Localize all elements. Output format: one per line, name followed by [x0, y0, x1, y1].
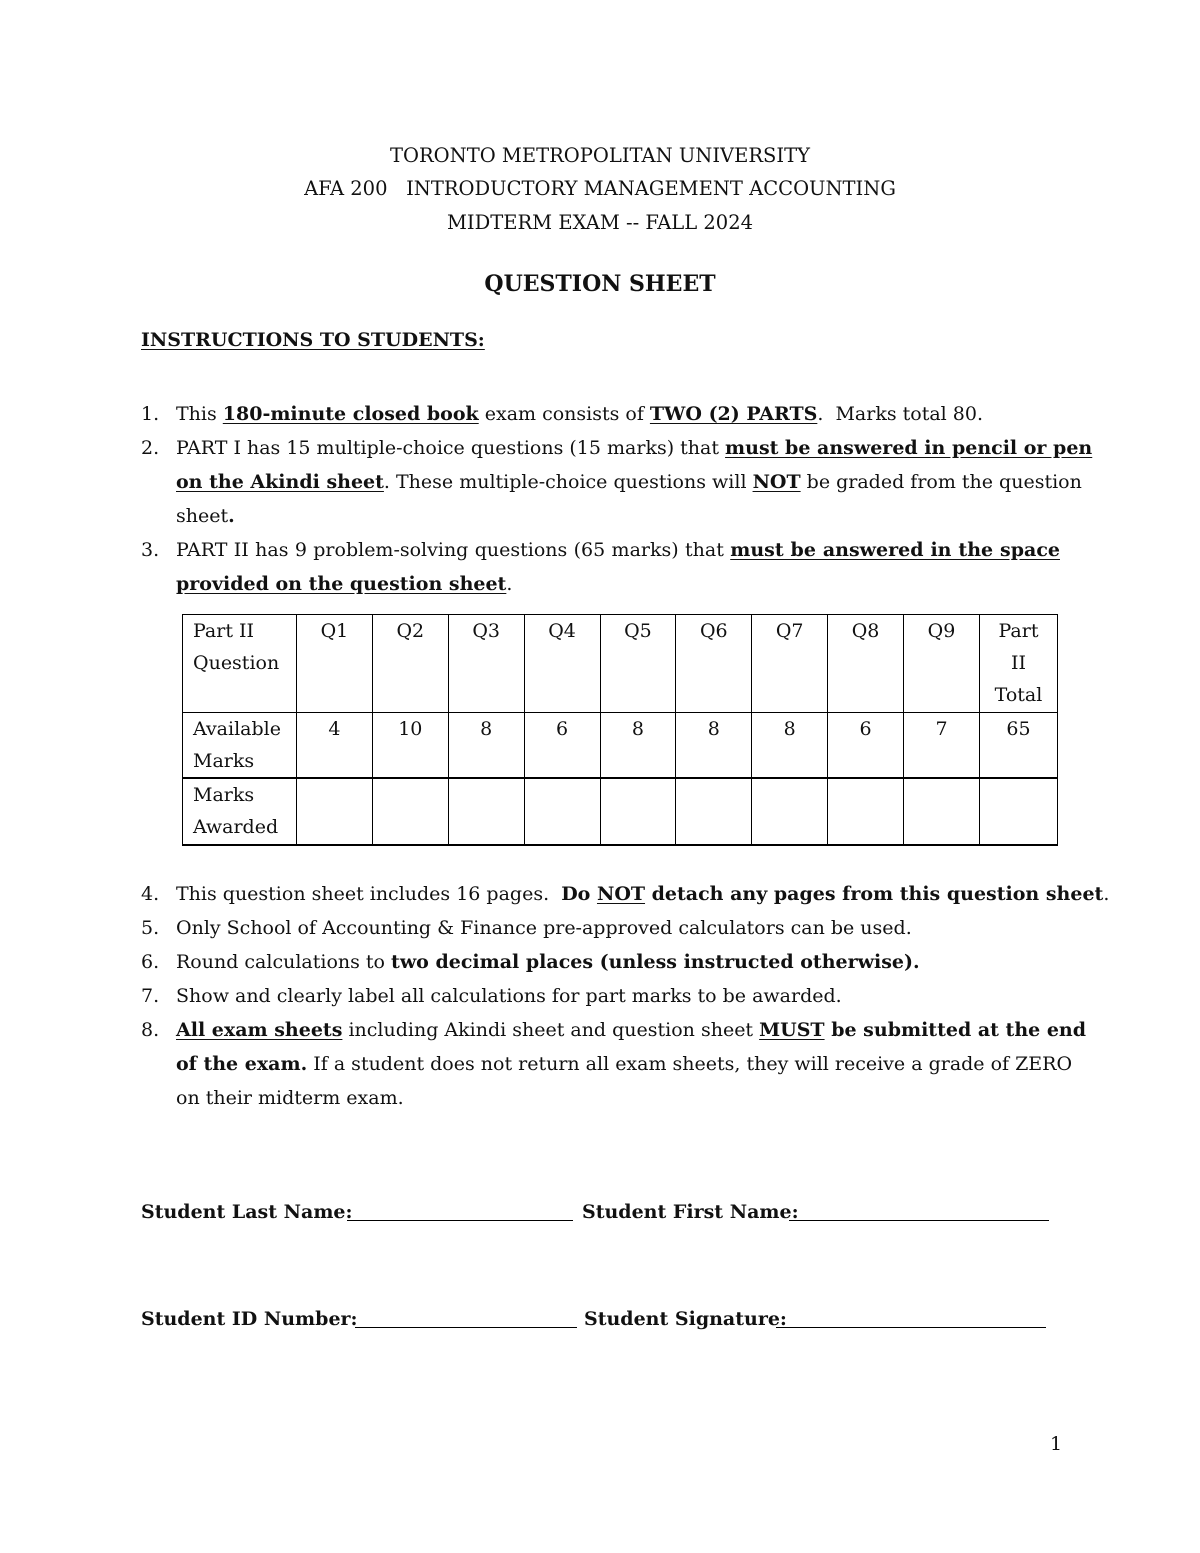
row-header: Available Marks	[183, 713, 297, 779]
last-name-field[interactable]	[347, 1220, 573, 1221]
item-number: 2.	[141, 437, 160, 459]
table-cell: 8	[752, 713, 828, 779]
table-row	[183, 713, 1058, 779]
emphasis: NOT	[596, 883, 646, 905]
table-cell: Q8	[828, 615, 904, 713]
table-row	[183, 615, 1058, 713]
emphasis: two decimal places (unless instructed otherwise).	[391, 951, 920, 973]
marks-awarded-cell	[372, 778, 448, 845]
emphasis: TWO (2) PARTS	[649, 403, 818, 425]
table-cell: 7	[904, 713, 980, 779]
table-cell: Q4	[524, 615, 600, 713]
table-cell: 8	[600, 713, 676, 779]
text: Only School of Accounting & Finance pre-approved calculators can be used.	[176, 917, 912, 939]
table-cell: 8	[676, 713, 752, 779]
row-header: Part II Question	[183, 615, 297, 713]
text: Round calculations to	[176, 951, 392, 973]
marks-awarded-cell	[297, 778, 373, 845]
instruction-item-8-line-1	[176, 1018, 1087, 1042]
table-cell: 6	[828, 713, 904, 779]
table-row	[183, 778, 1058, 845]
text: on their midterm exam.	[176, 1087, 404, 1109]
marks-awarded-cell	[600, 778, 676, 845]
emphasis: provided on the question sheet	[176, 573, 507, 595]
marks-awarded-cell	[448, 778, 524, 845]
instruction-item-2-line-3	[176, 504, 235, 528]
marks-awarded-cell	[828, 778, 904, 845]
item-number: 6.	[141, 951, 160, 973]
instruction-item-6	[176, 950, 920, 974]
text: This	[176, 403, 223, 425]
table-cell: 6	[524, 713, 600, 779]
table-cell: 10	[372, 713, 448, 779]
emphasis: must be answered in pencil or pen	[725, 437, 1093, 459]
table-cell: Q9	[904, 615, 980, 713]
marks-awarded-cell	[524, 778, 600, 845]
id-number-field[interactable]	[355, 1327, 577, 1328]
item-number: 8.	[141, 1019, 160, 1041]
instruction-item-2-line-1	[176, 436, 1093, 460]
table-cell: Q7	[752, 615, 828, 713]
emphasis: detach any pages from this question sheet	[645, 883, 1104, 905]
text: .	[228, 505, 235, 527]
text: .	[506, 573, 513, 595]
id-number-label: Student ID Number:	[141, 1308, 358, 1330]
row-header: Marks Awarded	[183, 778, 297, 845]
item-number: 4.	[141, 883, 160, 905]
table-cell: 8	[448, 713, 524, 779]
marks-awarded-cell	[752, 778, 828, 845]
emphasis: All exam sheets	[176, 1019, 343, 1041]
instruction-item-4	[176, 882, 1109, 906]
item-number: 3.	[141, 539, 160, 561]
table-cell: Q1	[297, 615, 373, 713]
text: . Marks total 80.	[817, 403, 983, 425]
exam-title: MIDTERM EXAM -- FALL 2024	[446, 211, 754, 234]
text: . These multiple-choice questions will	[383, 471, 753, 493]
signature-field[interactable]	[776, 1327, 1046, 1328]
item-number: 5.	[141, 917, 160, 939]
text: including Akindi sheet and question sheet	[342, 1019, 760, 1041]
instruction-item-2-line-2	[176, 470, 1082, 494]
emphasis: MUST	[759, 1019, 825, 1041]
text: Show and clearly label all calculations for part marks to be awarded.	[176, 985, 842, 1007]
instruction-item-3-line-2	[176, 572, 512, 596]
table-cell: Q5	[600, 615, 676, 713]
instruction-item-3-line-1	[176, 538, 1060, 562]
text: This question sheet includes 16 pages.	[176, 883, 562, 905]
table-cell: Q2	[372, 615, 448, 713]
marks-awarded-cell	[980, 778, 1058, 845]
emphasis: NOT	[752, 471, 801, 493]
instruction-item-8-line-3	[176, 1086, 404, 1110]
first-name-field[interactable]	[789, 1220, 1049, 1221]
table-cell: Q6	[676, 615, 752, 713]
emphasis: be submitted at the end	[824, 1019, 1087, 1041]
instruction-item-5	[176, 916, 912, 940]
emphasis: must be answered in the space	[730, 539, 1060, 561]
table-cell: Q3	[448, 615, 524, 713]
emphasis: on the Akindi sheet	[176, 471, 384, 493]
table-cell: 65	[980, 713, 1058, 779]
item-number: 7.	[141, 985, 160, 1007]
signature-label: Student Signature:	[584, 1308, 787, 1330]
text: sheet	[176, 505, 229, 527]
instruction-item-1	[176, 402, 983, 426]
instructions-heading: INSTRUCTIONS TO STUDENTS:	[141, 329, 485, 351]
text: exam consists of	[478, 403, 650, 425]
instruction-item-7	[176, 984, 842, 1008]
instruction-item-8-line-2	[176, 1052, 1073, 1076]
table-cell: Part II Total	[980, 615, 1058, 713]
university-name: TORONTO METROPOLITAN UNIVERSITY	[390, 144, 810, 167]
emphasis: Do	[561, 883, 597, 905]
marks-awarded-cell	[676, 778, 752, 845]
page-number: 1	[1050, 1433, 1063, 1455]
text: PART I has 15 multiple-choice questions (15 marks) that	[176, 437, 726, 459]
emphasis: of the exam.	[176, 1053, 308, 1075]
first-name-label: Student First Name:	[582, 1201, 799, 1223]
marks-awarded-cell	[904, 778, 980, 845]
marks-table	[182, 614, 1058, 846]
page-title: QUESTION SHEET	[484, 271, 716, 297]
text: If a student does not return all exam sheets, they will receive a grade of ZERO	[307, 1053, 1073, 1075]
text: PART II has 9 problem-solving questions (65 marks) that	[176, 539, 731, 561]
last-name-label: Student Last Name:	[141, 1201, 353, 1223]
item-number: 1.	[141, 403, 160, 425]
text: .	[1103, 883, 1110, 905]
text: be graded from the question	[800, 471, 1082, 493]
table-cell: 4	[297, 713, 373, 779]
emphasis: 180-minute closed book	[222, 403, 479, 425]
course-title: AFA 200 INTRODUCTORY MANAGEMENT ACCOUNTING	[304, 177, 896, 200]
